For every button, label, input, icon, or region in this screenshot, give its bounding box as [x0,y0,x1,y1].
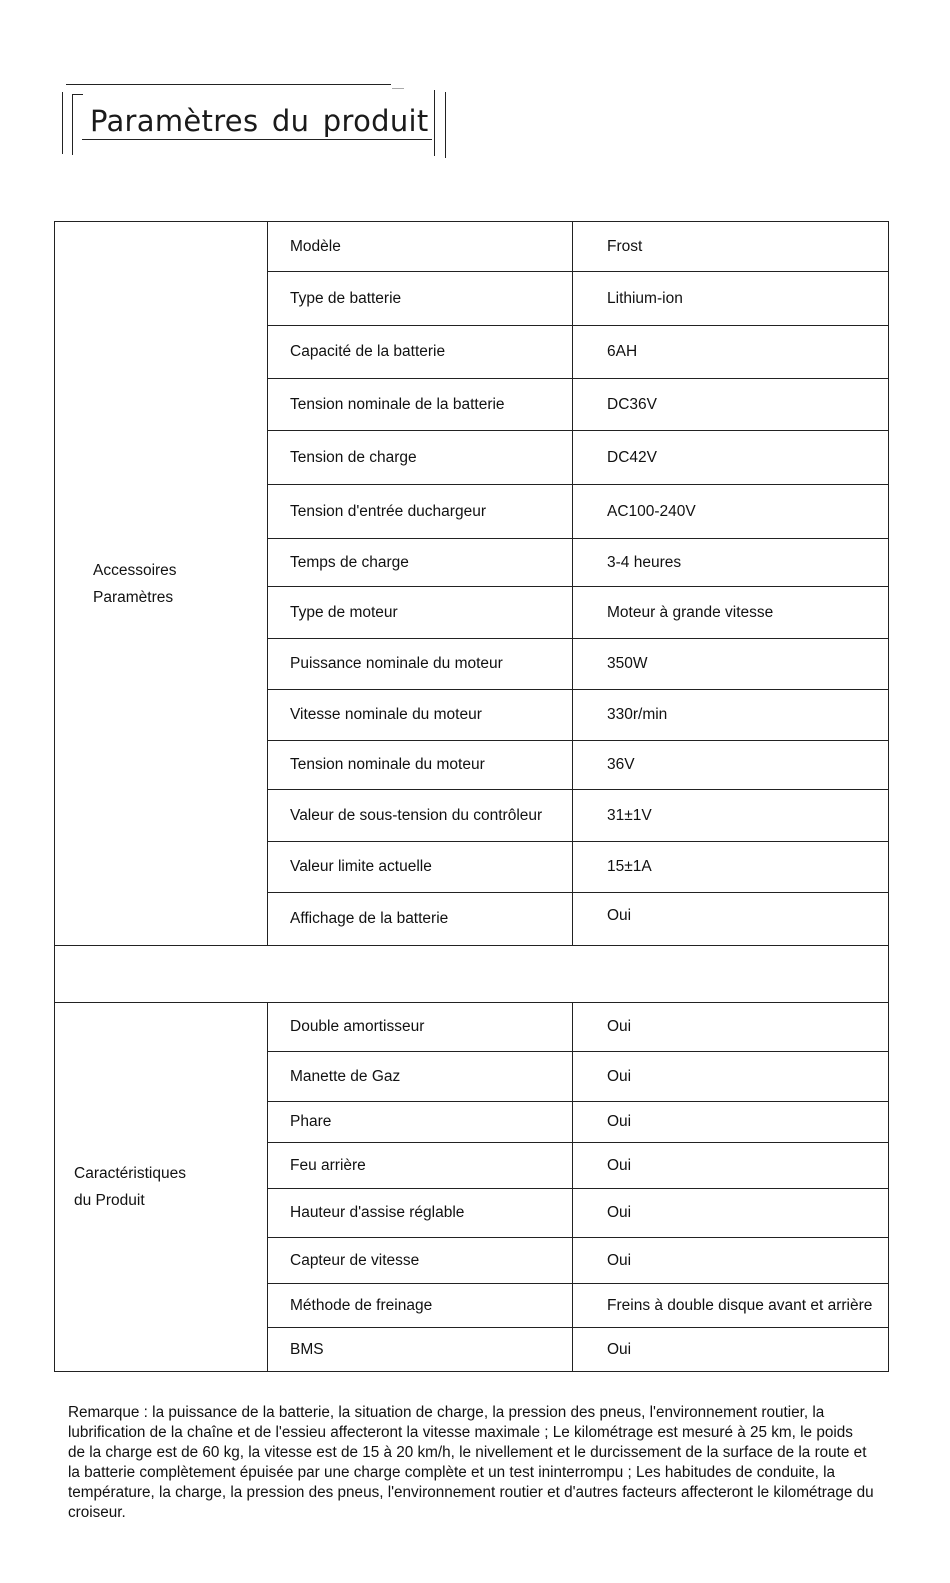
spec-value: Oui [573,893,889,946]
spec-value: Oui [573,1102,889,1143]
spec-value: Moteur à grande vitesse [573,587,889,639]
spec-value: 330r/min [573,690,889,741]
page-title-block [62,84,452,160]
spec-value: Oui [573,1052,889,1102]
spec-label: Hauteur d'assise réglable [268,1189,573,1238]
spec-value: 15±1A [573,842,889,893]
spec-value: Oui [573,1328,889,1372]
spec-label: Puissance nominale du moteur [268,639,573,690]
spec-label: Modèle [268,222,573,272]
spec-label: BMS [268,1328,573,1372]
spec-value: Oui [573,1238,889,1284]
group-features-label [55,1003,268,1372]
spec-label: Vitesse nominale du moteur [268,690,573,741]
spec-table [54,221,889,1372]
spec-label: Tension nominale du moteur [268,741,573,790]
title-underline [82,139,432,140]
spec-label: Type de moteur [268,587,573,639]
spec-value: Oui [573,1189,889,1238]
spec-value: DC42V [573,431,889,485]
group-accessories-label [55,222,268,946]
spec-value: Lithium-ion [573,272,889,326]
spec-value: AC100-240V [573,485,889,539]
title-bracket-right-outer [440,92,446,158]
spec-label: Capteur de vitesse [268,1238,573,1284]
spec-value: 31±1V [573,790,889,842]
spec-value: Frost [573,222,889,272]
spec-label: Valeur limite actuelle [268,842,573,893]
spec-label: Phare [268,1102,573,1143]
group-label-line: du Produit [74,1192,145,1209]
spec-label: Méthode de freinage [268,1284,573,1328]
spec-value: DC36V [573,379,889,431]
title-bracket-left-outer [62,92,68,154]
spec-label: Type de batterie [268,272,573,326]
title-bracket-left-inner [72,94,83,155]
spec-label: Feu arrière [268,1143,573,1189]
spec-value: 350W [573,639,889,690]
table-spacer-row [55,946,889,1003]
spec-label: Manette de Gaz [268,1052,573,1102]
spec-value: 3-4 heures [573,539,889,587]
spec-label: Capacité de la batterie [268,326,573,379]
group-label-line: Caractéristiques [74,1165,186,1182]
spec-value: Oui [573,1143,889,1189]
spec-label: Double amortisseur [268,1003,573,1052]
title-bracket-right-inner [430,90,435,156]
group-label-line: Paramètres [93,588,174,606]
title-top-rule-tail [392,88,404,89]
spec-value: Freins à double disque avant et arrière [573,1284,889,1328]
group-label-line: Accessoires [93,561,177,579]
spec-value: 6AH [573,326,889,379]
spec-label: Affichage de la batterie [268,893,573,946]
page-title: Paramètres du produit [90,104,429,138]
table-row [55,1003,889,1052]
empty-cell [55,946,889,1003]
spec-label: Temps de charge [268,539,573,587]
title-top-rule [66,84,391,85]
spec-label: Valeur de sous-tension du contrôleur [268,790,573,842]
spec-label: Tension d'entrée duchargeur [268,485,573,539]
remark-note: Remarque : la puissance de la batterie, la situation de charge, la pression des pneus, l'environnement routier, la lubrification de la chaîne et de l'essieu affecteront la vitesse maximale ; Le kilométrage est mesuré à 25 km, le poids de la charge est de 60 kg, la vitesse est de 15 à 20 km/h, le nivellement et le durcissement de la surface de la route et la batterie complètement épuisée par une charge complète et un test ininterrompu ; Les habitudes de conduite, la température, la charge, la pression des pneus, l'environnement routier et d'autres facteurs affecteront le kilométrage du croiseur. [68,1404,874,1521]
spec-value: Oui [573,1003,889,1052]
spec-label: Tension de charge [268,431,573,485]
spec-value: 36V [573,741,889,790]
spec-label: Tension nominale de la batterie [268,379,573,431]
table-row [55,222,889,272]
